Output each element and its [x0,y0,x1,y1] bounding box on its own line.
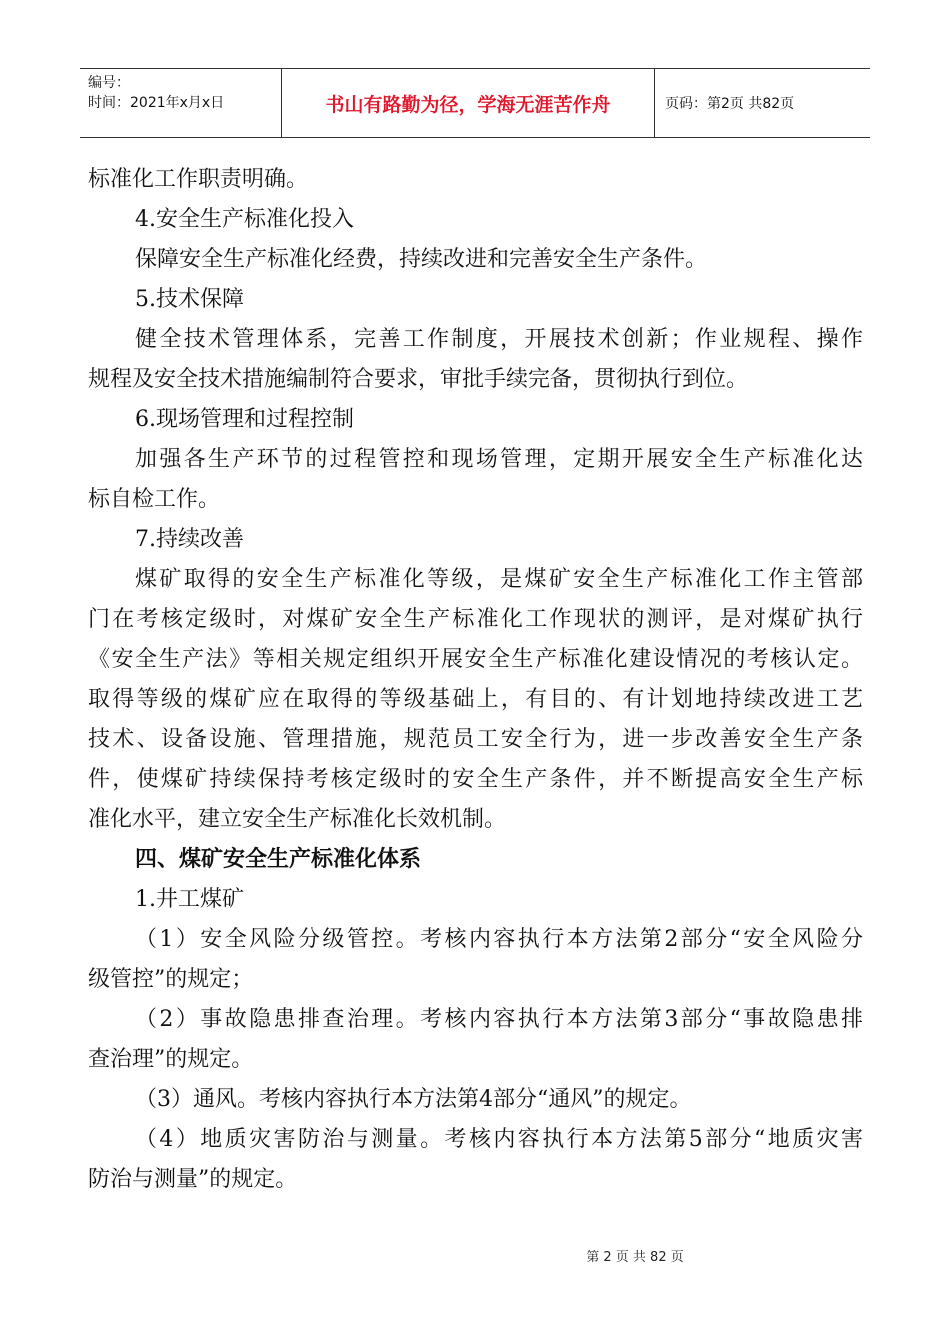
body-line: 健全技术管理体系，完善工作制度，开展技术创新；作业规程、操作 [135,327,863,352]
body-line: 保障安全生产标准化经费，持续改进和完善安全生产条件。 [135,247,708,272]
section-title: 4.安全生产标准化投入 [135,207,354,232]
list-item-continuation: 防治与测量”的规定。 [88,1167,298,1192]
body-line: 取得等级的煤矿应在取得的等级基础上，有目的、有计划地持续改进工艺 [88,687,863,712]
body-line: 准化水平，建立安全生产标准化长效机制。 [88,807,507,832]
section-title: 6.现场管理和过程控制 [135,407,354,432]
section-title: 5.技术保障 [135,287,244,312]
section-title: 1.井工煤矿 [135,887,244,912]
body-line: 门在考核定级时，对煤矿安全生产标准化工作现状的测评，是对煤矿执行 [88,607,863,632]
page-header [80,68,870,138]
document-body [88,160,863,1200]
page-footer [0,1246,950,1265]
list-item: （1）安全风险分级管控。考核内容执行本方法第2部分“安全风险分 [135,927,863,952]
body-line: 标自检工作。 [88,487,221,512]
body-line: 件，使煤矿持续保持考核定级时的安全生产条件，并不断提高安全生产标 [88,767,863,792]
body-line: 技术、设备设施、管理措施，规范员工安全行为，进一步改善安全生产条 [88,727,863,752]
document-number-label: 编号： [88,75,130,91]
header-page-info: 页码：第2页 共82页 [665,96,795,112]
list-item-continuation: 查治理”的规定。 [88,1047,254,1072]
header-motto: 书山有路勤为径，学海无涯苦作舟 [282,69,655,137]
header-meta [80,69,282,137]
section-title: 7.持续改善 [135,527,244,552]
list-item: （3）通风。考核内容执行本方法第4部分“通风”的规定。 [135,1087,692,1112]
chapter-heading: 四、煤矿安全生产标准化体系 [135,847,422,872]
list-item: （4）地质灾害防治与测量。考核内容执行本方法第5部分“地质灾害 [135,1127,863,1152]
body-line: 加强各生产环节的过程管控和现场管理，定期开展安全生产标准化达 [135,447,863,472]
list-item: （2）事故隐患排查治理。考核内容执行本方法第3部分“事故隐患排 [135,1007,863,1032]
body-line: 规程及安全技术措施编制符合要求，审批手续完备，贯彻执行到位。 [88,367,749,392]
document-time-label: 时间：2021年x月x日 [88,95,225,111]
footer-page-number: 第 2 页 共 82 页 [586,1250,684,1265]
body-line: 煤矿取得的安全生产标准化等级，是煤矿安全生产标准化工作主管部 [135,567,863,592]
body-line: 《安全生产法》等相关规定组织开展安全生产标准化建设情况的考核认定。 [88,647,863,672]
list-item-continuation: 级管控”的规定； [88,967,254,992]
body-line: 标准化工作职责明确。 [88,167,309,192]
